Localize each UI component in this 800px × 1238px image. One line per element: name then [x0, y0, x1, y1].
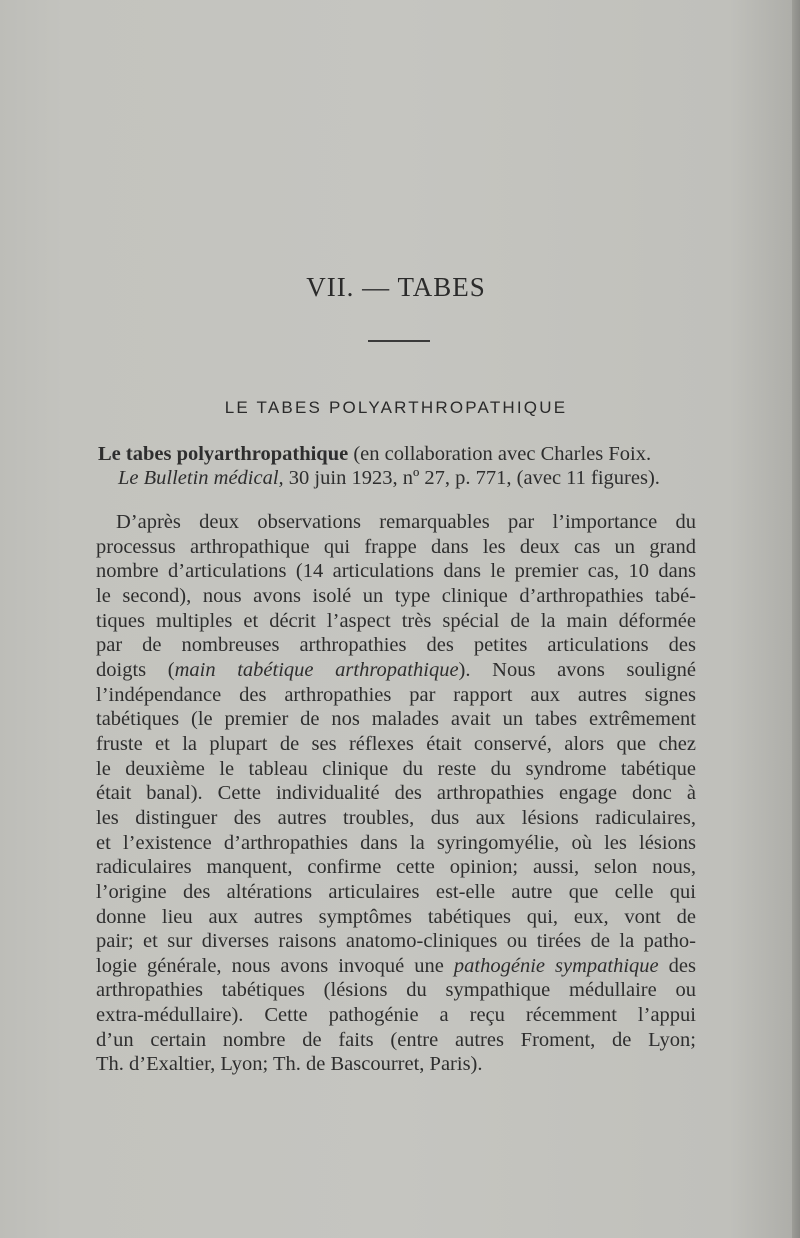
- body-line: D’après deux observations remarquables par l’importance du: [116, 511, 696, 533]
- body-line: pair; et sur diverses raisons anatomo-cliniques ou tirées de la patho-: [96, 930, 696, 953]
- citation-line-2: [98, 466, 698, 490]
- citation-title: Le tabes polyarthropathique: [98, 443, 349, 465]
- body-line: tiques multiples et décrit l’aspect très spécial de la main déformée: [96, 609, 696, 632]
- body-text-fragment: des: [658, 954, 697, 977]
- citation-line-1: [98, 443, 651, 465]
- body-italic-term: pathogénie sympathique: [453, 954, 659, 977]
- page-edge: [792, 0, 800, 1238]
- body-line: nombre d’articulations (14 articulations dans le premier cas, 10 dans: [96, 560, 696, 583]
- body-line: l’origine des altérations articulaires est-elle autre que celle qui: [96, 880, 696, 903]
- body-line: était banal). Cette individualité des arthropathies engage donc à: [96, 782, 696, 805]
- body-text-fragment: logie générale, nous avons invoqué une: [96, 954, 444, 977]
- body-line: fruste et la plupart de ses réflexes était conservé, alors que chez: [96, 732, 696, 755]
- title-divider: [368, 340, 430, 342]
- body-line: et l’existence d’arthropathies dans la syringomyélie, où les lésions: [96, 831, 696, 854]
- body-line: donne lieu aux autres symptômes tabétiques qui, eux, vont de: [96, 905, 696, 928]
- body-text-fragment: . Nous avons souligné: [465, 658, 696, 681]
- body-line: les distinguer des autres troubles, dus aux lésions radiculaires,: [96, 806, 696, 829]
- body-italic-term: main tabétique arthropathique: [174, 658, 459, 681]
- body-line: arthropathies tabétiques (lésions du sympathique médullaire ou: [96, 979, 696, 1002]
- section-heading: LE TABES POLYARTHROPATHIQUE: [224, 398, 568, 417]
- body-line: tabétiques (le premier de nos malades avait un tabes extrêmement: [96, 708, 696, 731]
- body-line: [96, 954, 696, 979]
- body-text-fragment: doigts: [96, 658, 147, 681]
- body-line: extra-médullaire). Cette pathogénie a reçu récemment l’appui: [96, 1004, 696, 1027]
- body-line: l’indépendance des arthropathies par rapport aux autres signes: [96, 683, 696, 706]
- body-line: le second), nous avons isolé un type clinique d’arthropathies tabé-: [96, 584, 696, 607]
- citation-journal: Le Bulletin médical,: [118, 467, 284, 489]
- body-line: Th. d’Exaltier, Lyon; Th. de Bascourret, Paris).: [96, 1053, 483, 1076]
- chapter-title: VII. — TABES: [306, 272, 486, 302]
- citation-collaboration: (en collaboration avec Charles Foix.: [348, 443, 652, 465]
- body-paragraph: [96, 510, 696, 1077]
- body-line: d’un certain nombre de faits (entre autres Froment, de Lyon;: [96, 1028, 696, 1051]
- body-line: doigts (main tabétique arthropathique). Nous avons souligné: [96, 658, 696, 681]
- body-line: le deuxième le tableau clinique du reste du syndrome tabétique: [96, 757, 696, 780]
- citation: [98, 442, 698, 490]
- body-line: par de nombreuses arthropathies des petites articulations des: [96, 634, 696, 657]
- body-line: processus arthropathique qui frappe dans les deux cas un grand: [96, 535, 696, 558]
- body-line: radiculaires manquent, confirme cette opinion; aussi, selon nous,: [96, 856, 696, 879]
- citation-details: 30 juin 1923, nº 27, p. 771, (avec 11 figures).: [283, 467, 660, 489]
